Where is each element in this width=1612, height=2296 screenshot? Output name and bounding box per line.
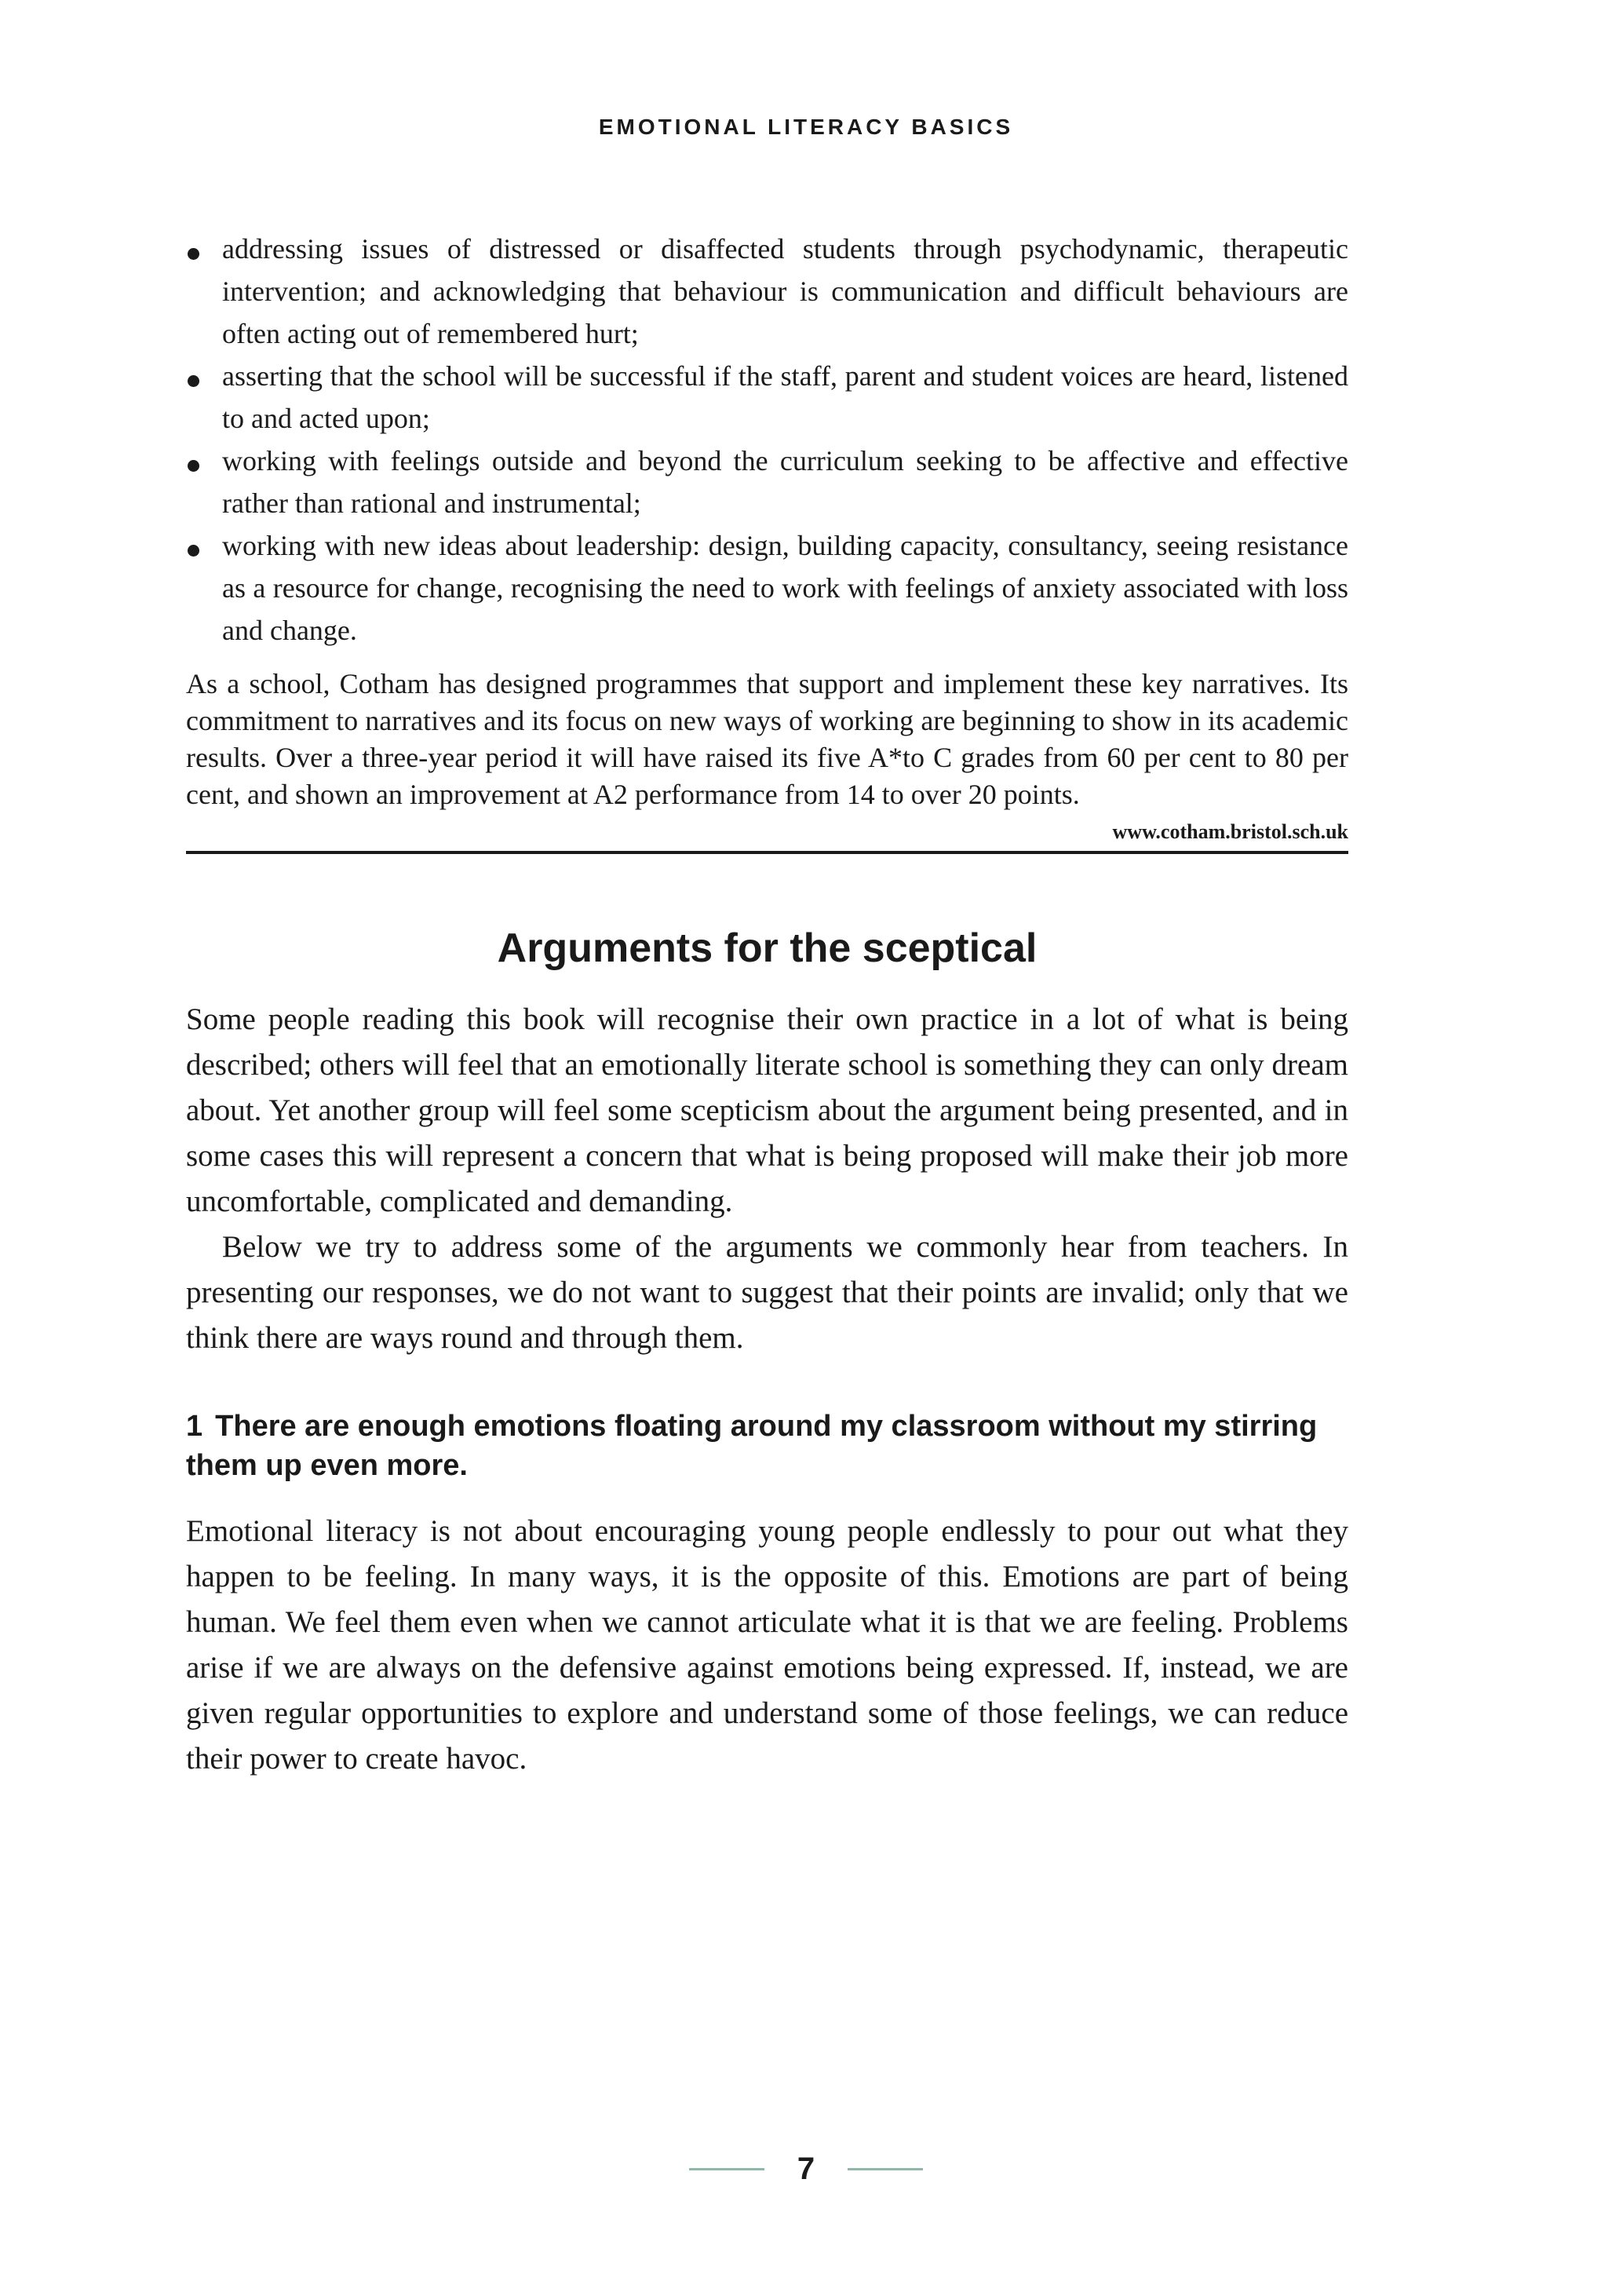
bullet-text: addressing issues of distressed or disaffected students through psychodynamic, therapeutic intervention; and acknowledging that behaviour is communication and difficult behaviours are often acting out of remembered hurt; — [222, 233, 1348, 349]
bullet-item — [186, 355, 1348, 440]
body-paragraph: Some people reading this book will recognise their own practice in a lot of what is being described; others will feel that an emotionally literate school is something they can only dream about. Yet another group will feel some scepticism about the argument being presented, and in some cases this will represent a concern that what is being proposed will make their job more uncomfortable, complicated and demanding. — [186, 1002, 1348, 1218]
bullet-item — [186, 228, 1348, 355]
bullet-icon — [188, 375, 199, 387]
argument-heading — [186, 1407, 1348, 1485]
argument-paragraph: Emotional literacy is not about encouraging young people endlessly to pour out what they happen to be feeling. In many ways, it is the opposite of this. Emotions are part of being human. We feel them even when we cannot articulate what it is that we are feeling. Problems arise if we are always on the defensive against emotions being expressed. If, instead, we are given regular opportunities to explore and understand some of those feelings, we can reduce their power to create havoc. — [186, 1514, 1348, 1776]
case-study-bullet-list — [186, 228, 1348, 652]
argument-heading-text: There are enough emotions floating around my classroom without my stirring them up even more. — [186, 1410, 1318, 1482]
page-footer — [0, 2149, 1612, 2188]
case-study-paragraph: As a school, Cotham has designed programmes that support and implement these key narratives. Its commitment to narratives and its focus on new ways of working are beginning to show in its academic results. Over a three-year period it will have raised its five A*to C grades from 60 per cent to 80 per cent, and shown an improvement at A2 performance from 14 to over 20 points. — [186, 668, 1348, 810]
bullet-item — [186, 524, 1348, 652]
section-heading: Arguments for the sceptical — [497, 925, 1038, 971]
bullet-icon — [188, 545, 199, 557]
bullet-icon — [188, 248, 199, 260]
case-study-source-link: www.cotham.bristol.sch.uk — [1112, 820, 1348, 843]
body-paragraph: Below we try to address some of the arguments we commonly hear from teachers. In presenting our responses, we do not want to suggest that their points are invalid; only that we think there are ways round and through them. — [186, 1230, 1348, 1355]
page-content — [186, 228, 1348, 1782]
bullet-item — [186, 440, 1348, 524]
bullet-text: working with new ideas about leadership: design, building capacity, consultancy, seeing resistance as a resource for change, recognising the need to work with feelings of anxiety associated with loss and change. — [222, 530, 1348, 646]
footer-rule-right — [848, 2168, 923, 2170]
case-study-box — [186, 228, 1348, 854]
bullet-icon — [188, 460, 199, 472]
case-study-divider — [186, 851, 1348, 854]
page-number: 7 — [797, 2152, 815, 2186]
bullet-text: asserting that the school will be successful if the staff, parent and student voices are heard, listened to and acted upon; — [222, 360, 1348, 434]
footer-rule-left — [689, 2168, 764, 2170]
running-head: EMOTIONAL LITERACY BASICS — [598, 115, 1014, 139]
bullet-text: working with feelings outside and beyond the curriculum seeking to be affective and effective rather than rational and instrumental; — [222, 445, 1348, 519]
argument-number: 1 — [186, 1410, 203, 1443]
